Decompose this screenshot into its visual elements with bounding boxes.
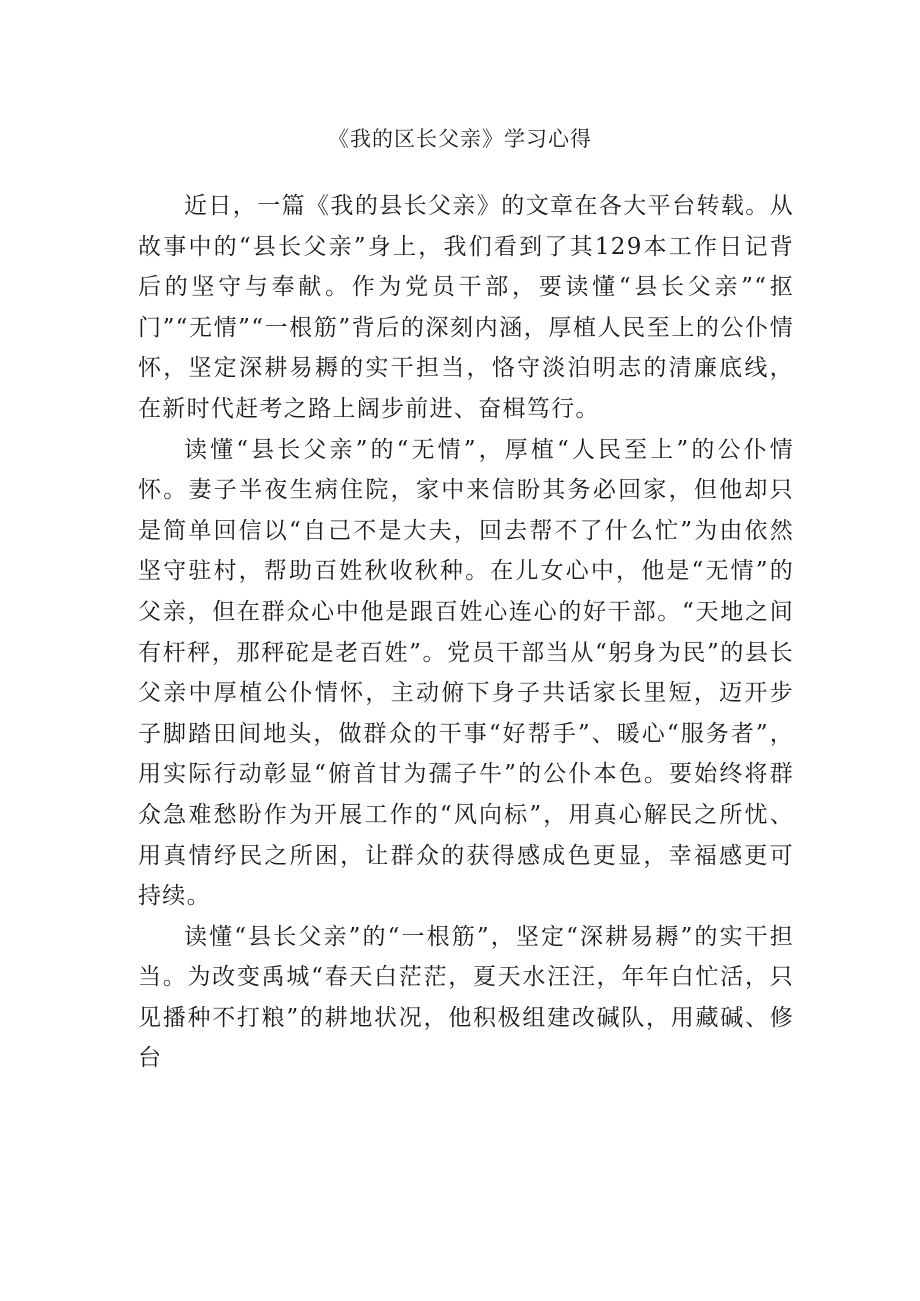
- page-title: 《我的区长父亲》学习心得: [328, 127, 592, 151]
- paragraph-yigenjin: 读懂“县长父亲”的“一根筋”，坚定“深耕易耨”的实干担当。为改变禹城“春天白茫茫，夏天水汪汪，年年白忙活，只见播种不打粮”的耕地状况，他积极组建改碱队，用藏碱、修台: [138, 923, 794, 1072]
- paragraph-intro: 近日，一篇《我的县长父亲》的文章在各大平台转载。从故事中的“县长父亲”身上，我们看到了其129本工作日记背后的坚守与奉献。作为党员干部，要读懂“县长父亲”“抠门”“无情”“一根筋”背后的深刻内涵，厚植人民至上的公仆情怀，坚定深耕易耨的实干担当，恪守淡泊明志的清廉底线，在新时代赶考之路上阔步前进、奋楫笃行。: [138, 193, 794, 422]
- document-body: [138, 186, 794, 1079]
- paragraph-wuqing: 读懂“县长父亲”的“无情”，厚植“人民至上”的公仆情怀。妻子半夜生病住院，家中来信盼其务必回家，但他却只是简单回信以“自己不是大夫，回去帮不了什么忙”为由依然坚守驻村，帮助百姓秋收秋种。在儿女心中，他是“无情”的父亲，但在群众心中他是跟百姓心连心的好干部。“天地之间有杆秤，那秤砣是老百姓”。党员干部当从“躬身为民”的县长父亲中厚植公仆情怀，主动俯下身子共话家长里短，迈开步子脚踏田间地头，做群众的干事“好帮手”、暖心“服务者”，用实际行动彰显“俯首甘为孺子牛”的公仆本色。要始终将群众急难愁盼作为开展工作的“风向标”，用真心解民之所忧、用真情纾民之所困，让群众的获得感成色更显，幸福感更可持续。: [138, 436, 794, 910]
